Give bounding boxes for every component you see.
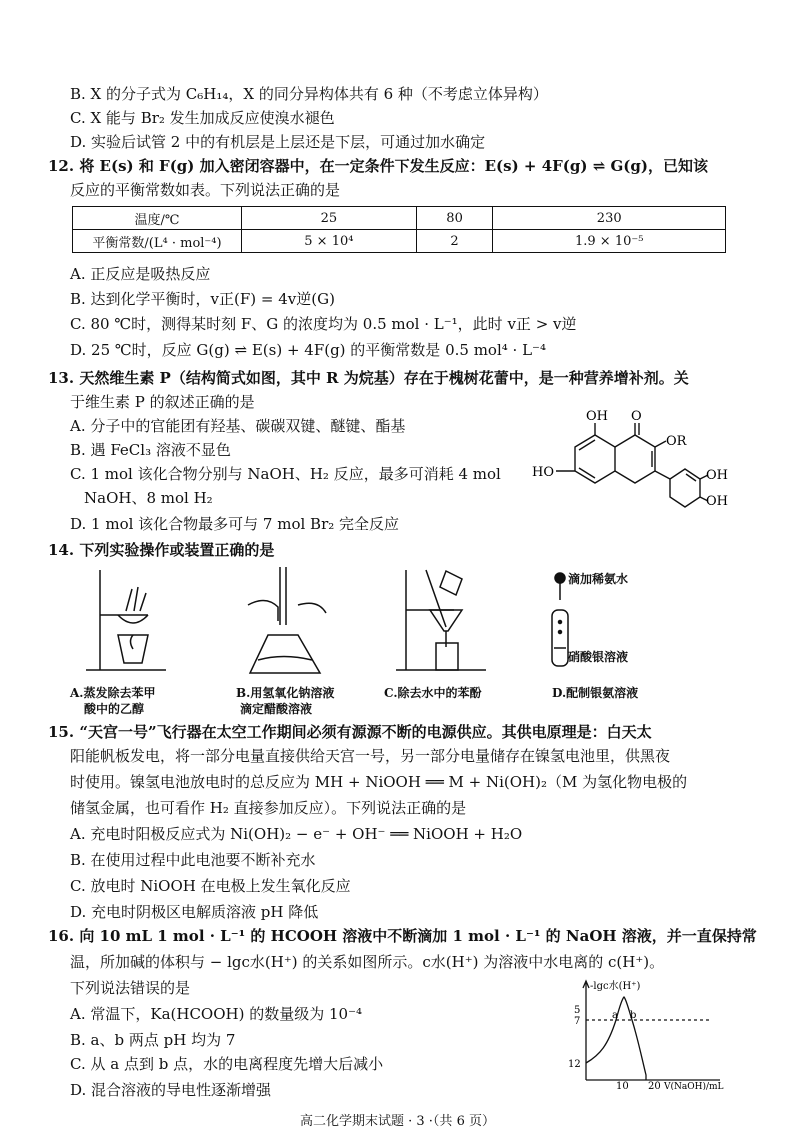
- q13-stem-cont: 于维生素 P 的叙述正确的是: [70, 393, 255, 411]
- q15-option-a: A. 充电时阳极反应式为 Ni(OH)₂ − e⁻ + OH⁻ ══ NiOOH + H₂O: [70, 825, 523, 843]
- q13-option-d: D. 1 mol 该化合物最多可与 7 mol Br₂ 完全反应: [70, 515, 400, 533]
- caption-b-line2: 滴定醋酸溶液: [240, 702, 313, 716]
- q14-stem: 14. 下列实验操作或装置正确的是: [48, 541, 275, 559]
- ytick-label: 5: [574, 1005, 581, 1016]
- caption-a-line2: 酸中的乙醇: [84, 702, 145, 716]
- catechol-ring: [670, 469, 700, 507]
- benzo-ring: [575, 435, 615, 483]
- titration-graph: [560, 975, 735, 1090]
- xtick-label: 10: [616, 1081, 629, 1090]
- struct-label: OH: [706, 468, 728, 483]
- q11-option-d: D. 实验后试管 2 中的有机层是上层还是下层，可通过加水确定: [70, 133, 486, 151]
- table-cell: 230: [493, 207, 726, 230]
- q16-option-a: A. 常温下，Ka(HCOOH) 的数量级为 10⁻⁴: [70, 1005, 363, 1023]
- table-cell: 2: [416, 230, 493, 253]
- ytick-label: 12: [568, 1059, 581, 1070]
- apparatus-c-filtration: [396, 565, 496, 680]
- q11-option-b: B. X 的分子式为 C₆H₁₄，X 的同分异构体共有 6 种（不考虑立体异构）: [70, 85, 548, 103]
- q11-option-c: C. X 能与 Br₂ 发生加成反应使溴水褪色: [70, 109, 335, 127]
- xtick-label: 20: [648, 1081, 661, 1090]
- table-cell: 1.9 × 10⁻⁵: [493, 230, 726, 253]
- struct-label: HO: [532, 465, 554, 480]
- q15-stem: 15. “天宫一号”飞行器在太空工作期间必须有源源不断的电源供应。其供电原理是：白天太: [48, 723, 652, 741]
- table-cell: 80: [416, 207, 493, 230]
- graph-xlabel: V(NaOH)/mL: [664, 1082, 724, 1090]
- q12-option-a: A. 正反应是吸热反应: [70, 265, 211, 283]
- table-row: [73, 207, 726, 230]
- q15-option-b: B. 在使用过程中此电池要不断补充水: [70, 851, 316, 869]
- q12-option-b: B. 达到化学平衡时，v正(F) = 4v逆(G): [70, 290, 335, 308]
- apparatus-b-titration: [238, 565, 338, 680]
- struct-label: OH: [586, 409, 608, 424]
- point-a-label: a: [612, 1010, 618, 1021]
- pyranone-ring: [615, 435, 655, 483]
- q13-option-b: B. 遇 FeCl₃ 溶液不显色: [70, 441, 231, 459]
- apparatus-a-evaporation: [78, 565, 173, 680]
- label-d-silver-nitrate: 硝酸银溶液: [568, 650, 629, 664]
- q16-option-b: B. a、b 两点 pH 均为 7: [70, 1031, 236, 1049]
- q13-option-a: A. 分子中的官能团有羟基、碳碳双键、醚键、酯基: [70, 417, 406, 435]
- q16-option-c: C. 从 a 点到 b 点，水的电离程度先增大后减小: [70, 1055, 384, 1073]
- q13-option-c: C. 1 mol 该化合物分别与 NaOH、H₂ 反应，最多可消耗 4 mol: [70, 465, 501, 483]
- ytick-label: 7: [574, 1016, 581, 1027]
- table-row: [73, 230, 726, 253]
- q15-stem-3: 时使用。镍氢电池放电时的总反应为 MH + NiOOH ══ M + Ni(OH)₂（M 为氢化物电极的: [70, 773, 688, 791]
- label-d-ammonia: 滴加稀氨水: [568, 572, 629, 586]
- caption-b-line1: B.用氢氧化钠溶液: [236, 686, 335, 700]
- q13-stem: 13. 天然维生素 P（结构简式如图，其中 R 为烷基）存在于槐树花蕾中，是一种营养增补剂。关: [48, 369, 689, 387]
- point-b-label: b: [630, 1010, 637, 1021]
- q12-option-c: C. 80 ℃时，测得某时刻 F、G 的浓度均为 0.5 mol · L⁻¹，此时 v正 > v逆: [70, 315, 577, 333]
- q15-stem-4: 储氢金属，也可看作 H₂ 直接参加反应）。下列说法正确的是: [70, 799, 467, 817]
- q12-stem: 12. 将 E(s) 和 F(g) 加入密闭容器中，在一定条件下发生反应：E(s) + 4F(g) ⇌ G(g)，已知该: [48, 157, 708, 175]
- struct-label: O: [631, 409, 642, 424]
- caption-d: D.配制银氨溶液: [552, 686, 639, 700]
- table-cell: 5 × 10⁴: [242, 230, 417, 253]
- vitamin-p-structure: [530, 405, 730, 515]
- q15-stem-2: 阳能帆板发电，将一部分电量直接供给天宫一号，另一部分电量储存在镍氢电池里，供黑夜: [70, 747, 671, 765]
- struct-label: OR: [666, 434, 687, 449]
- page-footer: 高二化学期末试题 · 3 ·（共 6 页）: [300, 1114, 495, 1129]
- q16-stem-2: 温，所加碱的体积与 − lgc水(H⁺) 的关系如图所示。c水(H⁺) 为溶液中水电离的 c(H⁺)。: [70, 953, 665, 971]
- caption-c: C.除去水中的苯酚: [384, 686, 482, 700]
- table-cell: 温度/℃: [73, 207, 242, 230]
- struct-label: OH: [706, 494, 728, 509]
- graph-ylabel: -lgc水(H⁺): [590, 981, 641, 992]
- equilibrium-table: [72, 206, 726, 253]
- q16-stem-3: 下列说法错误的是: [70, 979, 191, 997]
- q12-option-d: D. 25 ℃时，反应 G(g) ⇌ E(s) + 4F(g) 的平衡常数是 0.5 mol⁴ · L⁻⁴: [70, 341, 546, 359]
- q15-option-d: D. 充电时阴极区电解质溶液 pH 降低: [70, 903, 319, 921]
- q15-option-c: C. 放电时 NiOOH 在电极上发生氧化反应: [70, 877, 351, 895]
- q16-stem: 16. 向 10 mL 1 mol · L⁻¹ 的 HCOOH 溶液中不断滴加 1 mol · L⁻¹ 的 NaOH 溶液，并一直保持常: [48, 927, 757, 945]
- table-cell: 25: [242, 207, 417, 230]
- table-cell: 平衡常数/(L⁴ · mol⁻⁴): [73, 230, 242, 253]
- q12-stem-cont: 反应的平衡常数如表。下列说法正确的是: [70, 181, 341, 199]
- q13-option-c-cont: NaOH、8 mol H₂: [84, 489, 213, 507]
- caption-a-line1: A.蒸发除去苯甲: [70, 686, 156, 700]
- q16-option-d: D. 混合溶液的导电性逐渐增强: [70, 1081, 272, 1099]
